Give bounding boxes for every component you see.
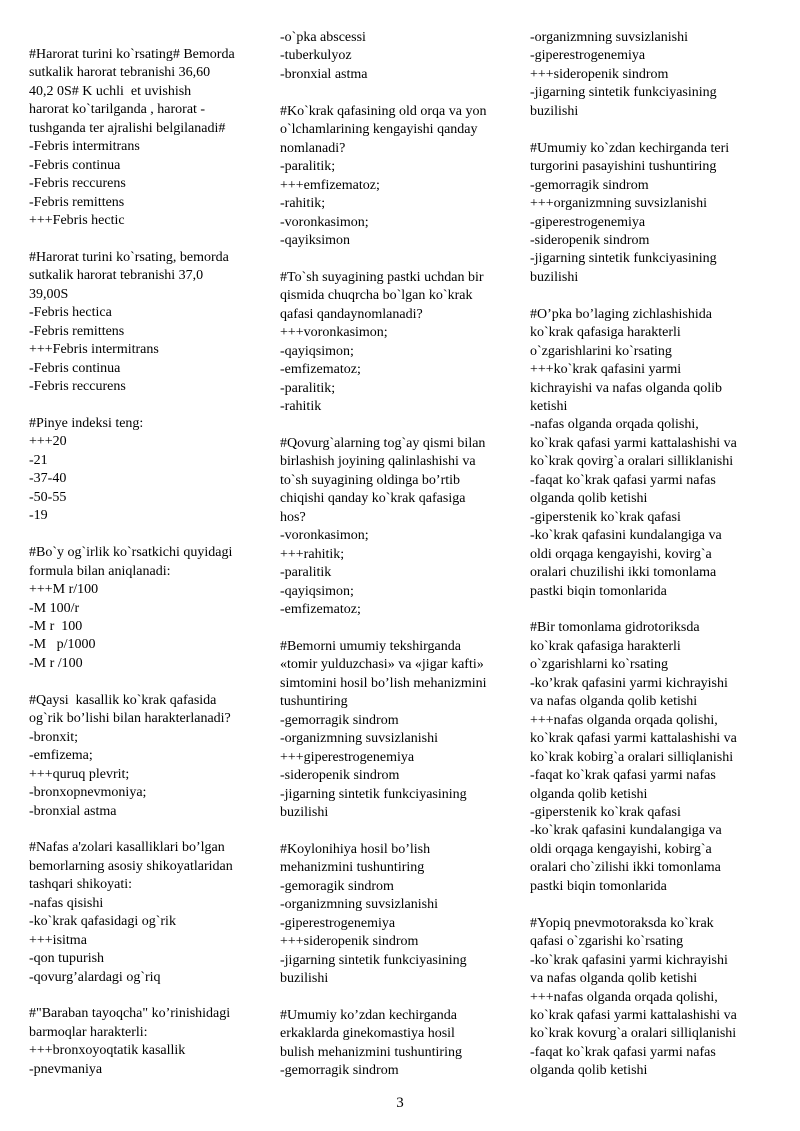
text-line: pastki biqin tomonlarida bbox=[530, 583, 667, 599]
text-line: -rahitik; bbox=[280, 196, 326, 212]
blank-line bbox=[530, 121, 770, 139]
page-number: 3 bbox=[396, 1095, 404, 1111]
text-line: buzilishi bbox=[530, 269, 579, 285]
text-line: ko`krak qovirg`a oralari silliklanishi bbox=[530, 454, 734, 470]
text-line: #Koylonihiya hosil bo’lish bbox=[280, 841, 431, 857]
text-line: -ko`krak qafasini kundalangiga va bbox=[530, 528, 722, 544]
text-line: -faqat ko`krak qafasi yarmi nafas bbox=[530, 1044, 716, 1060]
text-line: -rahitik bbox=[280, 399, 322, 415]
blank-line bbox=[29, 673, 265, 691]
text-line: -ko`krak qafasini yarmi kichrayishi bbox=[530, 952, 728, 968]
text-line: -Febris remittens bbox=[29, 194, 125, 210]
blank-line bbox=[280, 822, 518, 840]
text-line: -organizmning suvsizlanishi bbox=[280, 897, 438, 913]
text-line: -giperestrogenemiya bbox=[280, 915, 396, 931]
text-line: -o`pka abscessi bbox=[280, 30, 366, 45]
text-line: +++20 bbox=[29, 434, 67, 450]
text-line: -gemorragik sindrom bbox=[530, 177, 649, 193]
text-line: bulish mehanizmini tushuntiring bbox=[280, 1044, 462, 1060]
text-line: +++voronkasimon; bbox=[280, 325, 388, 341]
blank-line bbox=[280, 988, 518, 1006]
text-column-middle bbox=[280, 29, 518, 1081]
text-line: #Umumiy ko`zdan kechirganda teri bbox=[530, 140, 730, 156]
text-line: kichrayishi va nafas olganda qolib bbox=[530, 380, 723, 396]
text-line: mehanizmini tushuntiring bbox=[280, 860, 425, 876]
text-line: ko`krak qafasi yarmi kattalashishi va bbox=[530, 435, 737, 451]
text-line: harorat ko`tarilganda , harorat - bbox=[29, 102, 206, 118]
text-line: -M r /100 bbox=[29, 655, 83, 671]
text-line: buzilishi bbox=[530, 103, 579, 119]
text-line: 39,00S bbox=[29, 286, 69, 302]
text-line: #Bo`y og`irlik ko`rsatkichi quyidagi bbox=[29, 545, 233, 561]
text-line: -Febris hectica bbox=[29, 305, 112, 321]
text-line: -37-40 bbox=[29, 471, 67, 487]
text-line: olganda qolib ketishi bbox=[530, 786, 648, 802]
blank-line bbox=[29, 821, 265, 839]
text-line: -qayiksimon bbox=[280, 232, 350, 248]
text-line: -50-55 bbox=[29, 489, 67, 505]
text-line: ko`krak qafasiga harakterli bbox=[530, 638, 681, 654]
text-line: 40,2 0S# K uchli et uvishish bbox=[29, 83, 192, 99]
text-line: -gemorragik sindrom bbox=[280, 1063, 399, 1079]
text-line: sutkalik harorat tebranishi 36,60 bbox=[29, 65, 211, 81]
text-line: olganda qolib ketishi bbox=[530, 491, 648, 507]
text-line: qafasi qandaynomlanadi? bbox=[280, 306, 423, 322]
text-line: -sideropenik sindrom bbox=[280, 768, 400, 784]
text-line: -giperstenik ko`krak qafasi bbox=[530, 509, 681, 525]
text-line: #Ko`krak qafasining old orqa va yon bbox=[280, 103, 487, 119]
text-line: oldi orqaga kengayishi, kobirg`a bbox=[530, 841, 712, 857]
text-line: #Qaysi kasallik ko`krak qafasida bbox=[29, 692, 217, 708]
text-line: +++ko`krak qafasini yarmi bbox=[530, 362, 682, 378]
text-line: hos? bbox=[280, 509, 306, 525]
text-line: #Nafas a'zolari kasalliklari bo’lgan bbox=[29, 840, 225, 856]
text-line: -faqat ko`krak qafasi yarmi nafas bbox=[530, 472, 716, 488]
text-line: -ko’krak qafasini yarmi kichrayishi bbox=[530, 675, 728, 691]
text-line: to`sh suyagining oldinga bo’rtib bbox=[280, 472, 461, 488]
text-line: -jigarning sintetik funkciyasining bbox=[280, 786, 467, 802]
text-line: tashqari shikoyati: bbox=[29, 877, 133, 893]
text-line: chiqishi qanday ko`krak qafasiga bbox=[280, 491, 466, 507]
text-line: -Febris continua bbox=[29, 360, 121, 376]
text-line: -emfizema; bbox=[29, 748, 93, 764]
text-line: ketishi bbox=[530, 399, 568, 415]
text-line: #"Baraban tayoqcha" ko’rinishidagi bbox=[29, 1006, 231, 1022]
text-line: ko`krak kovurg`a oralari silliqlanishi bbox=[530, 1026, 737, 1042]
text-line: sutkalik harorat tebranishi 37,0 bbox=[29, 268, 204, 284]
blank-line bbox=[280, 250, 518, 268]
text-line: -jigarning sintetik funkciyasining bbox=[280, 952, 467, 968]
text-line: -voronkasimon; bbox=[280, 214, 369, 230]
text-line: -qayiqsimon; bbox=[280, 343, 354, 359]
text-line: va nafas olganda qolib ketishi bbox=[530, 694, 698, 710]
text-line: qismida chuqrcha bo`lgan ko`krak bbox=[280, 288, 473, 304]
text-line: oralari cho`zilishi ikki tomonlama bbox=[530, 860, 721, 876]
text-line: -bronxit; bbox=[29, 729, 78, 745]
text-line: -giperestrogenemiya bbox=[530, 214, 646, 230]
text-line: o`lchamlarining kengayishi qanday bbox=[280, 122, 478, 138]
blank-line bbox=[29, 987, 265, 1005]
text-line: formula bilan aniqlanadi: bbox=[29, 563, 171, 579]
text-line: -ko`krak qafasini kundalangiga va bbox=[530, 823, 722, 839]
text-line: +++rahitik; bbox=[280, 546, 345, 562]
text-line: +++quruq plevrit; bbox=[29, 766, 130, 782]
text-line: -Febris reccurens bbox=[29, 379, 126, 395]
text-line: -qayiqsimon; bbox=[280, 583, 354, 599]
text-line: -organizmning suvsizlanishi bbox=[530, 30, 688, 45]
text-line: +++isitma bbox=[29, 932, 87, 948]
text-line: +++M r/100 bbox=[29, 582, 99, 598]
text-line: -jigarning sintetik funkciyasining bbox=[530, 85, 717, 101]
text-line: ko`krak kobirg`a oralari silliqlanishi bbox=[530, 749, 734, 765]
text-line: +++giperestrogenemiya bbox=[280, 749, 415, 765]
text-line: qafasi o`zgarishi ko`rsating bbox=[530, 934, 684, 950]
text-line: bemorlarning asosiy shikoyatlaridan bbox=[29, 858, 233, 874]
text-line: ko`krak qafasi yarmi kattalashishi va bbox=[530, 731, 737, 747]
text-line: +++sideropenik sindrom bbox=[530, 66, 669, 82]
text-line: +++sideropenik sindrom bbox=[280, 934, 419, 950]
text-line: -paralitik; bbox=[280, 380, 336, 396]
text-line: -bronxial astma bbox=[280, 66, 368, 82]
text-column-left bbox=[29, 46, 265, 1079]
text-line: #Bir tomonlama gidrotoriksda bbox=[530, 620, 700, 636]
text-line: +++bronxoyoqtatik kasallik bbox=[29, 1043, 186, 1059]
text-line: #Harorat turini ko`rsating, bemorda bbox=[29, 249, 229, 265]
text-line: -Febris remittens bbox=[29, 323, 125, 339]
text-line: pastki biqin tomonlarida bbox=[530, 878, 667, 894]
text-line: ko`krak qafasi yarmi kattalashishi va bbox=[530, 1007, 737, 1023]
text-line: o`zgarishlarini ko`rsating bbox=[530, 343, 672, 359]
text-line: va nafas olganda qolib ketishi bbox=[530, 971, 698, 987]
text-line: -nafas olganda orqada qolishi, bbox=[530, 417, 699, 433]
text-line: oralari chuzilishi ikki tomonlama bbox=[530, 565, 717, 581]
text-line: «tomir yulduzchasi» va «jigar kafti» bbox=[280, 657, 484, 673]
blank-line bbox=[280, 416, 518, 434]
text-line: -qovurg’alardagi og`riq bbox=[29, 969, 161, 985]
blank-line bbox=[29, 231, 265, 249]
text-line: #Pinye indeksi teng: bbox=[29, 416, 144, 432]
text-line: -gemoragik sindrom bbox=[280, 878, 394, 894]
text-line: og`rik bo’lishi bilan harakterlanadi? bbox=[29, 711, 231, 727]
text-line: oldi orqaga kengayishi, kovirg`a bbox=[530, 546, 712, 562]
text-line: +++Febris intermitrans bbox=[29, 342, 159, 358]
text-line: #Harorat turini ko`rsating# Bemorda bbox=[29, 47, 235, 62]
text-line: -voronkasimon; bbox=[280, 528, 369, 544]
text-line: turgorini pasayishini tushuntiring bbox=[530, 159, 717, 175]
text-line: #Yopiq pnevmotoraksda ko`krak bbox=[530, 915, 714, 931]
text-line: -M 100/r bbox=[29, 600, 80, 616]
text-line: -paralitik bbox=[280, 565, 332, 581]
text-line: tushganda ter ajralishi belgilanadi# bbox=[29, 120, 226, 136]
text-line: -giperestrogenemiya bbox=[530, 48, 646, 64]
text-line: -sideropenik sindrom bbox=[530, 232, 650, 248]
text-line: -M p/1000 bbox=[29, 637, 96, 653]
text-line: -paralitik; bbox=[280, 159, 336, 175]
text-line: #Bemorni umumiy tekshirganda bbox=[280, 638, 461, 654]
blank-line bbox=[29, 397, 265, 415]
text-line: -jigarning sintetik funkciyasining bbox=[530, 251, 717, 267]
blank-line bbox=[29, 526, 265, 544]
text-line: #Umumiy ko’zdan kechirganda bbox=[280, 1007, 458, 1023]
text-line: -ko`krak qafasidagi og`rik bbox=[29, 914, 176, 930]
text-line: -Febris reccurens bbox=[29, 176, 126, 192]
text-line: o`zgarishlarni ko`rsating bbox=[530, 657, 669, 673]
text-line: -pnevmaniya bbox=[29, 1061, 103, 1077]
text-line: -bronxopnevmoniya; bbox=[29, 785, 147, 801]
text-column-right bbox=[530, 29, 770, 1081]
text-line: -bronxial astma bbox=[29, 803, 117, 819]
blank-line bbox=[530, 287, 770, 305]
text-line: #O’pka bo’laging zichlashishida bbox=[530, 306, 712, 322]
text-line: +++Febris hectic bbox=[29, 213, 125, 229]
text-line: -qon tupurish bbox=[29, 951, 105, 967]
text-line: #Qovurg`alarning tog`ay qismi bilan bbox=[280, 435, 486, 451]
text-line: -tuberkulyoz bbox=[280, 48, 352, 64]
text-line: ko`krak qafasiga harakterli bbox=[530, 325, 681, 341]
text-line: buzilishi bbox=[280, 804, 329, 820]
text-line: olganda qolib ketishi bbox=[530, 1063, 648, 1079]
text-line: -Febris intermitrans bbox=[29, 139, 140, 155]
text-line: tushuntiring bbox=[280, 694, 348, 710]
text-line: -M r 100 bbox=[29, 619, 83, 634]
text-line: -gemorragik sindrom bbox=[280, 712, 399, 728]
text-line: -faqat ko`krak qafasi yarmi nafas bbox=[530, 768, 716, 784]
text-line: +++emfizematoz; bbox=[280, 177, 380, 193]
text-line: simtomini hosil bo’lish mehanizmini bbox=[280, 675, 487, 691]
text-line: +++nafas olganda orqada qolishi, bbox=[530, 712, 718, 728]
text-line: -organizmning suvsizlanishi bbox=[280, 731, 438, 747]
text-line: -19 bbox=[29, 508, 48, 524]
blank-line bbox=[530, 896, 770, 914]
text-line: barmoqlar harakterli: bbox=[29, 1024, 148, 1040]
blank-line bbox=[530, 601, 770, 619]
text-line: nomlanadi? bbox=[280, 140, 346, 156]
text-line: -Febris continua bbox=[29, 157, 121, 173]
blank-line bbox=[280, 619, 518, 637]
text-line: -emfizematoz; bbox=[280, 362, 361, 378]
text-line: -emfizematoz; bbox=[280, 602, 361, 617]
text-line: -giperstenik ko`krak qafasi bbox=[530, 804, 681, 820]
text-line: #To`sh suyagining pastki uchdan bir bbox=[280, 269, 484, 285]
text-line: buzilishi bbox=[280, 971, 329, 987]
blank-line bbox=[280, 84, 518, 102]
text-line: -21 bbox=[29, 452, 48, 468]
text-line: birlashish joyining qalinlashishi va bbox=[280, 454, 476, 470]
text-line: +++nafas olganda orqada qolishi, bbox=[530, 989, 718, 1005]
text-line: -nafas qisishi bbox=[29, 895, 104, 911]
text-line: erkaklarda ginekomastiya hosil bbox=[280, 1026, 455, 1042]
text-line: +++organizmning suvsizlanishi bbox=[530, 196, 708, 212]
